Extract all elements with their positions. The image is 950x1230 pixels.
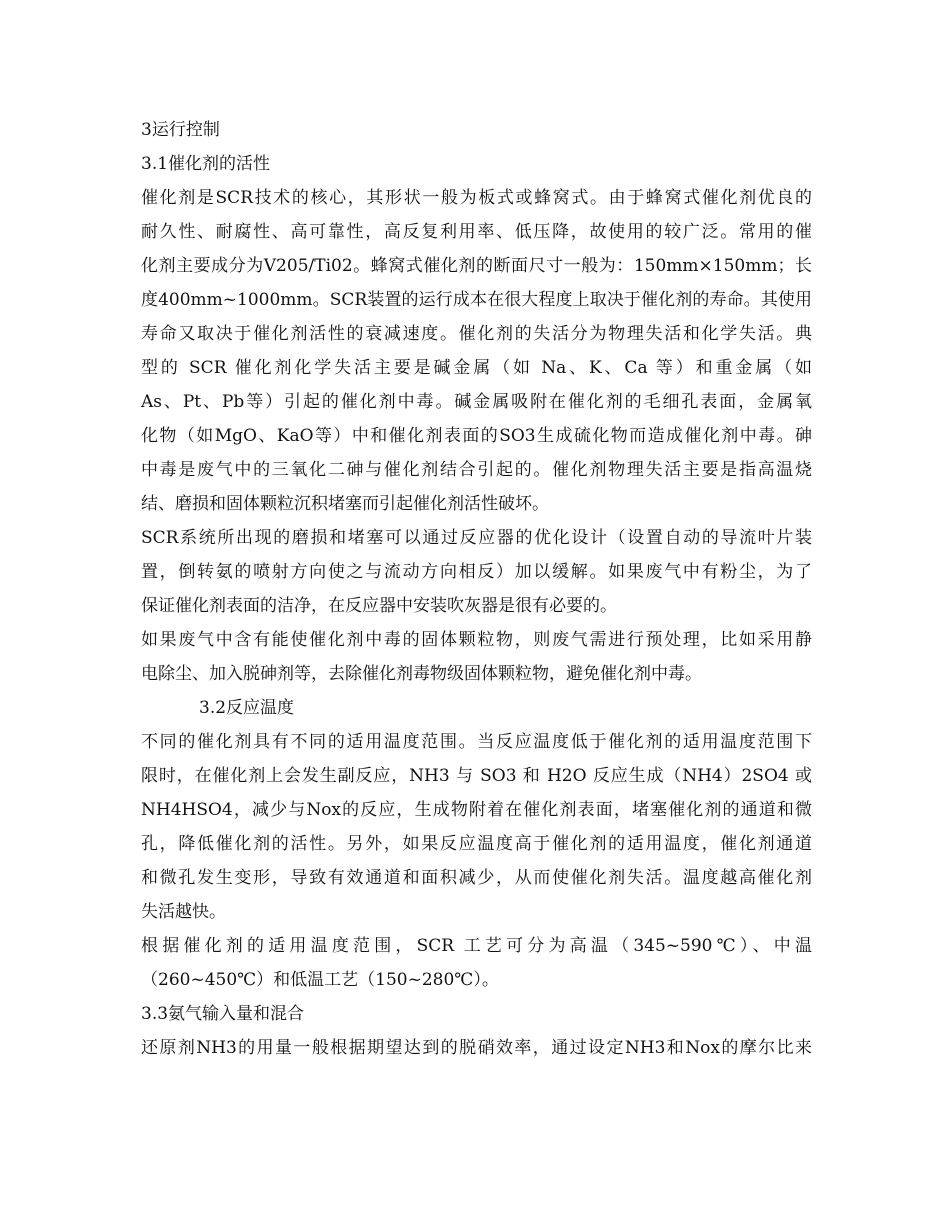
text-line: 根据催化剂的适用温度范围，SCR 工艺可分为高温（345~590℃）、中温: [141, 936, 812, 956]
text-line: 置，倒转氨的喷射方向使之与流动方向相反）加以缓解。如果废气中有粉尘，为了: [141, 562, 812, 582]
text-line: 型的 SCR 催化剂化学失活主要是碱金属（如 Na、K、Ca 等）和重金属（如: [141, 358, 812, 378]
text-line: 3.1催化剂的活性: [141, 154, 271, 174]
text-line: 寿命又取决于催化剂活性的衰减速度。催化剂的失活分为物理失活和化学失活。典: [141, 324, 812, 344]
text-line: 不同的催化剂具有不同的适用温度范围。当反应温度低于催化剂的适用温度范围下: [141, 732, 812, 752]
text-line: 和微孔发生变形，导致有效通道和面积减少，从而使催化剂失活。温度越高催化剂: [141, 868, 812, 888]
text-line: （260~450℃）和低温工艺（150~280℃）。: [141, 970, 499, 990]
document-body: [141, 113, 812, 1065]
text-line: 3.2反应温度: [199, 698, 295, 718]
text-line: 催化剂是SCR技术的核心，其形状一般为板式或蜂窝式。由于蜂窝式催化剂优良的: [141, 188, 812, 208]
text-line: As、Pt、Pb等）引起的催化剂中毒。碱金属吸附在催化剂的毛细孔表面，金属氧: [141, 392, 812, 412]
text-line: 保证催化剂表面的洁净，在反应器中安装吹灰器是很有必要的。: [141, 596, 617, 616]
text-line: 化物（如MgO、KaO等）中和催化剂表面的SO3生成硫化物而造成催化剂中毒。砷: [141, 426, 812, 446]
text-line: 中毒是废气中的三氧化二砷与催化剂结合引起的。催化剂物理失活主要是指高温烧: [141, 460, 812, 480]
text-line: 结、磨损和固体颗粒沉积堵塞而引起催化剂活性破坏。: [141, 494, 549, 514]
text-line: SCR系统所出现的磨损和堵塞可以通过反应器的优化设计（设置自动的导流叶片装: [141, 528, 812, 548]
text-line: 化剂主要成分为V205/Ti02。蜂窝式催化剂的断面尺寸一般为：150mm×150mm；长: [141, 256, 812, 276]
text-line: 3.3氨气输入量和混合: [141, 1004, 305, 1024]
text-line: 限时，在催化剂上会发生副反应，NH3 与 SO3 和 H2O 反应生成（NH4）2SO4 或: [141, 766, 812, 786]
text-line: 耐久性、耐腐性、高可靠性，高反复利用率、低压降，故使用的较广泛。常用的催: [141, 222, 812, 242]
text-line: NH4HSO4，减少与Nox的反应，生成物附着在催化剂表面，堵塞催化剂的通道和微: [141, 800, 812, 820]
text-line: 如果废气中含有能使催化剂中毒的固体颗粒物，则废气需进行预处理，比如采用静: [141, 630, 812, 650]
text-line: 电除尘、加入脱砷剂等，去除催化剂毒物级固体颗粒物，避免催化剂中毒。: [141, 664, 702, 684]
text-line: 孔，降低催化剂的活性。另外，如果反应温度高于催化剂的适用温度，催化剂通道: [141, 834, 812, 854]
text-line: 度400mm~1000mm。SCR装置的运行成本在很大程度上取决于催化剂的寿命。其使用: [141, 290, 812, 310]
text-line: 还原剂NH3的用量一般根据期望达到的脱硝效率，通过设定NH3和Nox的摩尔比来: [141, 1038, 812, 1058]
text-line: 失活越快。: [141, 902, 226, 922]
text-line: 3运行控制: [141, 120, 220, 140]
